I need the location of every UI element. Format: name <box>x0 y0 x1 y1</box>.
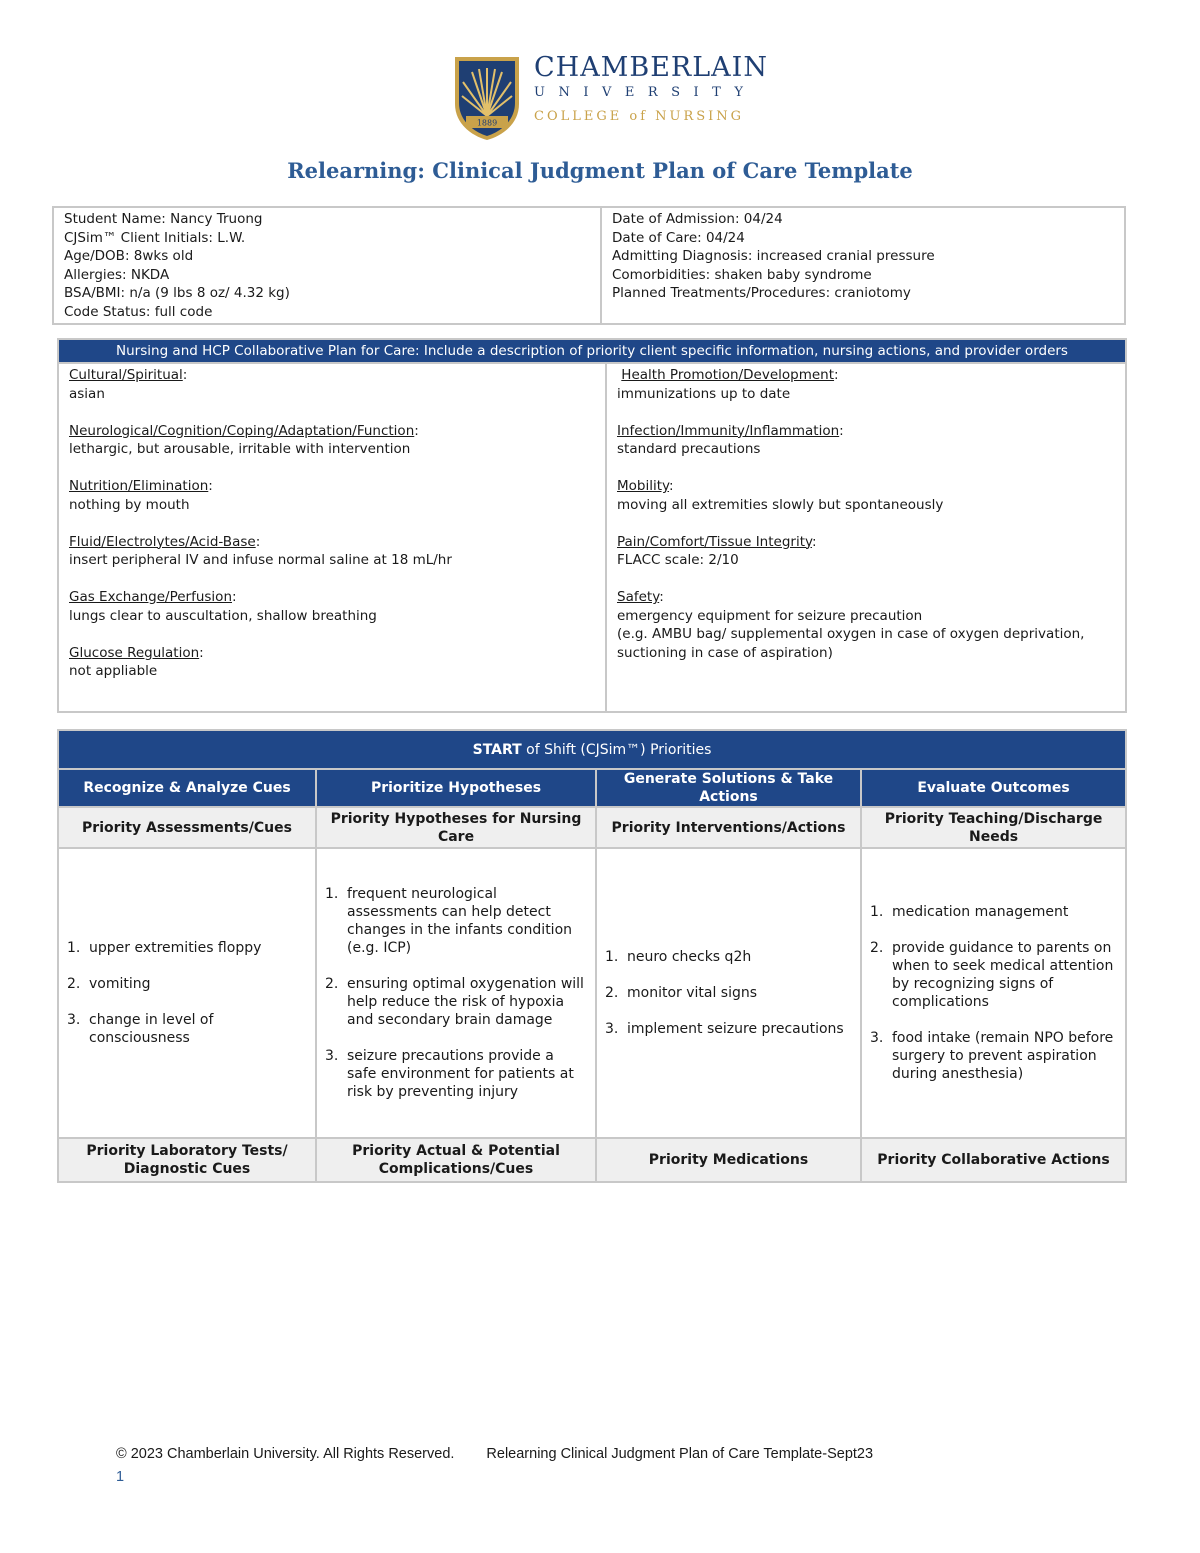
brand-college: COLLEGE of NURSING <box>534 109 745 124</box>
client-initials: CJSim™ Client Initials: L.W. <box>64 229 246 246</box>
allergies: Allergies: NKDA <box>64 266 170 283</box>
plan-item-fluid: Fluid/Electrolytes/Acid-Base: insert peripheral IV and infuse normal saline at 18 mL/hr <box>69 533 452 568</box>
plan-item-neurological: Neurological/Cognition/Coping/Adaptation/Function: lethargic, but arousable, irritable with intervention <box>69 422 419 457</box>
shift-title: START of Shift (CJSim™) Priorities <box>58 730 1126 769</box>
plan-item-infection: Infection/Immunity/Inflammation: standard precautions <box>617 422 844 457</box>
plan-item-mobility: Mobility: moving all extremities slowly but spontaneously <box>617 478 944 513</box>
list-item: 3. food intake (remain NPO before surgery to prevent aspiration during anesthesia) <box>870 1030 1114 1082</box>
date-of-admission: Date of Admission: 04/24 <box>612 211 783 227</box>
col-recognize-cues: Recognize & Analyze Cues <box>58 769 316 807</box>
assessments-cell[interactable] <box>58 848 316 1138</box>
plan-right-column[interactable] <box>606 363 1126 712</box>
collaborative-plan-table <box>57 338 1127 713</box>
bsa-bmi: BSA/BMI: n/a (9 lbs 8 oz/ 4.32 kg) <box>64 285 290 301</box>
plan-left-column[interactable] <box>58 363 606 712</box>
subhead-complications: Priority Actual & Potential Complications/Cues <box>316 1138 596 1182</box>
document-title: Relearning: Clinical Judgment Plan of Care Template <box>287 158 913 183</box>
student-name: Student Name: Nancy Truong <box>64 211 263 227</box>
shield-crest-icon <box>452 54 522 142</box>
list-item: 2. vomiting <box>67 976 151 992</box>
subhead-teaching: Priority Teaching/Discharge Needs <box>861 807 1126 848</box>
list-item: 3. seizure precautions provide a safe environment for patients at risk by preventing injury <box>325 1048 574 1100</box>
page-number: 1 <box>116 1469 125 1485</box>
student-info-right[interactable] <box>601 207 1125 324</box>
planned-treatments: Planned Treatments/Procedures: craniotomy <box>612 285 911 301</box>
shift-priorities-table <box>57 729 1127 1183</box>
comorbidities: Comorbidities: shaken baby syndrome <box>612 266 872 283</box>
list-item: 1. upper extremities floppy <box>67 940 262 956</box>
subhead-hypotheses: Priority Hypotheses for Nursing Care <box>316 807 596 848</box>
plan-item-safety: Safety: emergency equipment for seizure precaution (e.g. AMBU bag/ supplemental oxygen in case of oxygen deprivation, suctioning in case of aspiration) <box>617 589 1085 661</box>
svg-text:1889: 1889 <box>476 118 498 128</box>
date-of-care: Date of Care: 04/24 <box>612 229 745 246</box>
list-item: 2. monitor vital signs <box>605 985 758 1001</box>
footer <box>116 1446 873 1462</box>
plan-item-pain: Pain/Comfort/Tissue Integrity: FLACC scale: 2/10 <box>617 533 817 568</box>
col-evaluate-outcomes: Evaluate Outcomes <box>861 769 1126 807</box>
student-info-table <box>52 206 1126 325</box>
code-status: Code Status: full code <box>64 303 213 320</box>
col-generate-solutions: Generate Solutions & Take Actions <box>596 769 861 807</box>
admitting-diagnosis: Admitting Diagnosis: increased cranial pressure <box>612 248 935 264</box>
teaching-cell[interactable] <box>861 848 1126 1138</box>
plan-item-health-promotion: Health Promotion/Development: immunizations up to date <box>617 367 839 402</box>
list-item: 3. change in level of consciousness <box>67 1012 214 1046</box>
subhead-medications: Priority Medications <box>596 1138 861 1182</box>
subhead-lab-tests: Priority Laboratory Tests/ Diagnostic Cues <box>58 1138 316 1182</box>
list-item: 2. ensuring optimal oxygenation will help reduce the risk of hypoxia and secondary brain damage <box>325 976 584 1028</box>
subhead-collaborative-actions: Priority Collaborative Actions <box>861 1138 1126 1182</box>
footer-copyright: © 2023 Chamberlain University. All Rights Reserved. <box>116 1446 455 1462</box>
list-item: 1. medication management <box>870 904 1069 920</box>
plan-item-glucose: Glucose Regulation: not appliable <box>69 644 204 679</box>
plan-item-gas-exchange: Gas Exchange/Perfusion: lungs clear to auscultation, shallow breathing <box>69 589 377 624</box>
plan-item-cultural: Cultural/Spiritual: asian <box>69 367 188 402</box>
list-item: 1. frequent neurological assessments can help detect changes in the infants condition (e.g. ICP) <box>325 886 573 956</box>
brand-name: CHAMBERLAIN <box>534 52 768 83</box>
brand-university: UNIVERSITY <box>534 85 757 100</box>
list-item: 3. implement seizure precautions <box>605 1021 844 1037</box>
subhead-interventions: Priority Interventions/Actions <box>596 807 861 848</box>
student-info-left[interactable] <box>53 207 601 324</box>
hypotheses-cell[interactable] <box>316 848 596 1138</box>
list-item: 2. provide guidance to parents on when to seek medical attention by recognizing signs of complications <box>870 940 1114 1010</box>
age-dob: Age/DOB: 8wks old <box>64 248 194 264</box>
plan-header: Nursing and HCP Collaborative Plan for Care: Include a description of priority client specific information, nursing actions, and provider orders <box>58 339 1126 363</box>
subhead-assessments: Priority Assessments/Cues <box>58 807 316 848</box>
interventions-cell[interactable] <box>596 848 861 1138</box>
footer-doc-name: Relearning Clinical Judgment Plan of Care Template-Sept23 <box>486 1446 874 1462</box>
plan-item-nutrition: Nutrition/Elimination: nothing by mouth <box>69 478 213 513</box>
col-prioritize-hypotheses: Prioritize Hypotheses <box>316 769 596 807</box>
list-item: 1. neuro checks q2h <box>605 949 752 965</box>
chamberlain-logo <box>452 54 782 144</box>
